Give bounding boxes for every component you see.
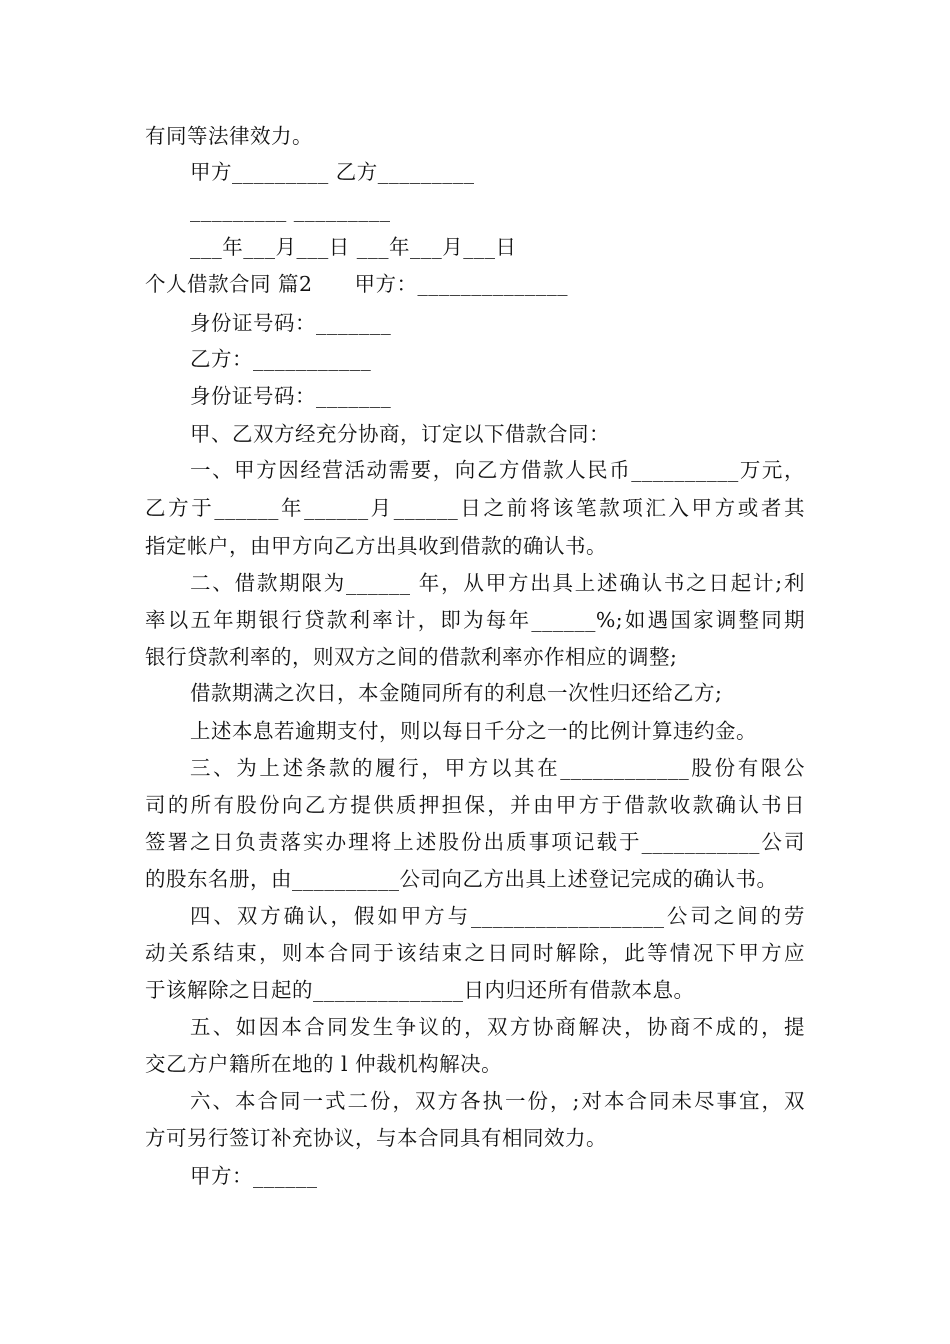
clause-line: 动关系结束，则本合同于该结束之日同时解除，此等情况下甲方应 (145, 941, 805, 965)
signature-line: 甲方：______ (190, 1164, 318, 1188)
clause-line: 签署之日负责落实办理将上述股份出质事项记载于___________公司 (145, 830, 805, 854)
clause-line: 指定帐户，由甲方向乙方出具收到借款的确认书。 (145, 534, 607, 558)
clause-line: 借款期满之次日，本金随同所有的利息一次性归还给乙方; (190, 681, 723, 705)
clause-line: 三、为上述条款的履行，甲方以其在____________股份有限公 (190, 756, 805, 780)
text-line: 有同等法律效力。 (145, 124, 313, 148)
clause-line: 司的所有股份向乙方提供质押担保，并由甲方于借款收款确认书日 (145, 793, 805, 817)
text-line: 身份证号码：_______ (190, 384, 392, 408)
text-line: 身份证号码：_______ (190, 311, 392, 335)
text-line: 甲、乙双方经充分协商，订定以下借款合同： (190, 422, 610, 446)
date-line: ___年___月___日 ___年___月___日 (190, 235, 517, 259)
clause-line: 银行贷款利率的，则双方之间的借款利率亦作相应的调整; (145, 645, 678, 669)
clause-line: 上述本息若逾期支付，则以每日千分之一的比例计算违约金。 (190, 719, 757, 743)
clause-line: 的股东名册，由__________公司向乙方出具上述登记完成的确认书。 (145, 867, 778, 891)
clause-line: 六、本合同一式二份，双方各执一份，;对本合同未尽事宜，双 (190, 1089, 805, 1113)
clause-line: 乙方于______年______月______日之前将该笔款项汇入甲方或者其 (145, 496, 805, 520)
signature-line: 甲方_________ 乙方_________ (190, 160, 475, 184)
signature-blank-line: _________ _________ (190, 198, 391, 222)
clause-line: 交乙方户籍所在地的 l 仲裁机构解决。 (145, 1052, 503, 1076)
clause-line: 五、如因本合同发生争议的，双方协商解决，协商不成的，提 (190, 1015, 805, 1039)
clause-line: 于该解除之日起的______________日内归还所有借款本息。 (145, 978, 695, 1002)
clause-line: 率以五年期银行贷款利率计，即为每年______%;如遇国家调整同期 (145, 608, 805, 632)
clause-line: 二、借款期限为______ 年，从甲方出具上述确认书之日起计;利 (190, 571, 805, 595)
clause-line: 一、甲方因经营活动需要，向乙方借款人民币__________万元， (190, 458, 805, 482)
clause-line: 方可另行签订补充协议，与本合同具有相同效力。 (145, 1126, 607, 1150)
clause-line: 四、双方确认，假如甲方与__________________公司之间的劳 (190, 904, 805, 928)
section-heading: 个人借款合同 篇2 甲方：______________ (145, 272, 569, 296)
text-line: 乙方：___________ (190, 347, 372, 371)
